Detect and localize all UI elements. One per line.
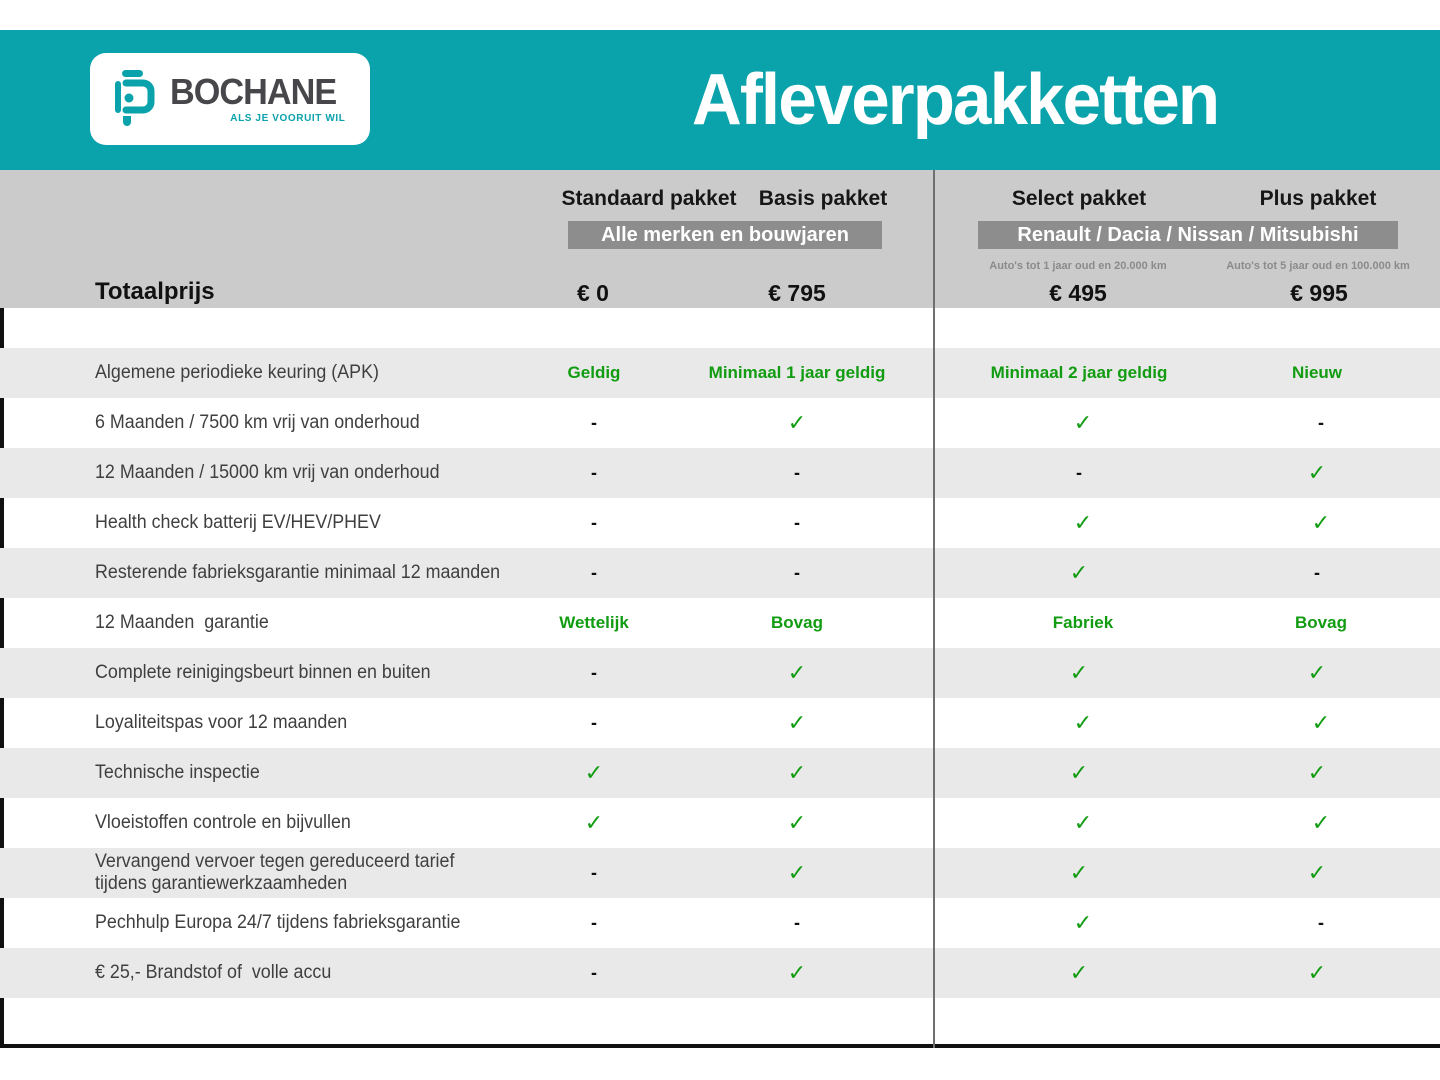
- total-price-standaard: € 0: [577, 280, 609, 306]
- check-icon: ✓: [787, 410, 807, 435]
- check-icon: ✓: [787, 760, 807, 785]
- check-icon: ✓: [1073, 710, 1093, 735]
- table-row: [0, 498, 1440, 548]
- check-icon: ✓: [1311, 710, 1331, 735]
- dash-icon: -: [591, 562, 597, 583]
- package-name-select: Select pakket: [1011, 187, 1147, 210]
- check-icon: ✓: [787, 660, 807, 685]
- row-label: 12 Maanden garantie: [95, 612, 269, 633]
- table-row: [0, 898, 1440, 948]
- cell-text: Fabriek: [1052, 613, 1114, 632]
- table-row: [0, 548, 1440, 598]
- dash-icon: -: [794, 462, 800, 483]
- dash-icon: -: [591, 462, 597, 483]
- divider-line: [933, 170, 935, 1048]
- table-row: [0, 698, 1440, 748]
- check-icon: ✓: [1069, 960, 1089, 985]
- table-row: [0, 648, 1440, 698]
- row-label: Technische inspectie: [95, 762, 260, 783]
- table-row: [0, 798, 1440, 848]
- table-row: [0, 448, 1440, 498]
- check-icon: ✓: [1073, 910, 1093, 935]
- table-row: [0, 748, 1440, 798]
- package-name-standaard: Standaard pakket: [561, 187, 737, 210]
- package-name-basis: Basis pakket: [758, 187, 888, 210]
- row-label: € 25,- Brandstof of volle accu: [95, 962, 332, 983]
- cell-text: Minimaal 1 jaar geldig: [708, 363, 886, 382]
- dash-icon: -: [591, 862, 597, 883]
- dash-icon: -: [1318, 912, 1324, 933]
- row-label: Vloeistoffen controle en bijvullen: [95, 812, 351, 833]
- header-band: [0, 30, 1440, 170]
- check-icon: ✓: [584, 810, 604, 835]
- brand-logo: [90, 53, 370, 145]
- package-name-plus: Plus pakket: [1259, 187, 1377, 210]
- dash-icon: -: [591, 962, 597, 983]
- total-price-basis: € 795: [768, 280, 826, 306]
- check-icon: ✓: [1073, 810, 1093, 835]
- car-icon: [114, 68, 160, 131]
- cell-text: Bovag: [771, 613, 823, 632]
- cell-text: Geldig: [567, 363, 621, 382]
- comparison-table: [0, 348, 1440, 1048]
- pricing-header: [0, 170, 1440, 308]
- dash-icon: -: [591, 912, 597, 933]
- row-label: Algemene periodieke keuring (APK): [95, 362, 379, 383]
- dash-icon: -: [1318, 412, 1324, 433]
- row-label: 6 Maanden / 7500 km vrij van onderhoud: [95, 412, 420, 433]
- row-label: Pechhulp Europa 24/7 tijdens fabrieksgarantie: [95, 912, 461, 933]
- dash-icon: -: [794, 562, 800, 583]
- check-icon: ✓: [1069, 760, 1089, 785]
- table-row: [0, 848, 1440, 898]
- row-label: Vervangend vervoer tegen gereduceerd tarief tijdens garantiewerkzaamheden: [95, 851, 455, 894]
- group-banner-all-brands: Alle merken en bouwjaren: [568, 221, 882, 249]
- dash-icon: -: [1076, 462, 1082, 483]
- check-icon: ✓: [1307, 760, 1327, 785]
- cell-text: Minimaal 2 jaar geldig: [990, 363, 1168, 382]
- row-label: Resterende fabrieksgarantie minimaal 12 maanden: [95, 562, 501, 583]
- table-row-empty: [0, 998, 1440, 1044]
- total-price-label: Totaalprijs: [95, 278, 215, 305]
- page-title: Afleverpakketten: [691, 60, 1219, 140]
- group-banner-renault-group: Renault / Dacia / Nissan / Mitsubishi: [978, 221, 1398, 249]
- check-icon: ✓: [787, 710, 807, 735]
- check-icon: ✓: [1307, 860, 1327, 885]
- total-price-plus: € 995: [1290, 280, 1348, 306]
- check-icon: ✓: [1073, 510, 1093, 535]
- cell-text: Nieuw: [1291, 363, 1343, 382]
- dash-icon: -: [794, 912, 800, 933]
- row-label: Loyaliteitspas voor 12 maanden: [95, 712, 348, 733]
- check-icon: ✓: [1307, 460, 1327, 485]
- brand-name: BOCHANE: [170, 71, 337, 112]
- dash-icon: -: [591, 712, 597, 733]
- check-icon: ✓: [787, 810, 807, 835]
- header-gap-row: [0, 308, 1440, 348]
- check-icon: ✓: [584, 760, 604, 785]
- table-row: [0, 348, 1440, 398]
- table-row: [0, 398, 1440, 448]
- check-icon: ✓: [1311, 810, 1331, 835]
- check-icon: ✓: [1069, 660, 1089, 685]
- check-icon: ✓: [1311, 510, 1331, 535]
- brand-tagline: ALS JE VOORUIT WIL: [230, 113, 346, 124]
- check-icon: ✓: [1073, 410, 1093, 435]
- row-label: 12 Maanden / 15000 km vrij van onderhoud: [95, 462, 440, 483]
- check-icon: ✓: [1069, 560, 1089, 585]
- brand-text: [170, 71, 346, 124]
- table-row: [0, 948, 1440, 998]
- dash-icon: -: [591, 512, 597, 533]
- check-icon: ✓: [1307, 960, 1327, 985]
- dash-icon: -: [1314, 562, 1320, 583]
- dash-icon: -: [794, 512, 800, 533]
- package-note-plus: Auto's tot 5 jaar oud en 100.000 km: [1226, 260, 1410, 272]
- dash-icon: -: [591, 662, 597, 683]
- row-label: Complete reinigingsbeurt binnen en buiten: [95, 662, 431, 683]
- row-label: Health check batterij EV/HEV/PHEV: [95, 512, 381, 533]
- check-icon: ✓: [1307, 660, 1327, 685]
- dash-icon: -: [591, 412, 597, 433]
- cell-text: Bovag: [1295, 613, 1347, 632]
- package-note-select: Auto's tot 1 jaar oud en 20.000 km: [989, 260, 1167, 272]
- total-price-select: € 495: [1049, 280, 1107, 306]
- cell-text: Wettelijk: [559, 613, 629, 632]
- check-icon: ✓: [787, 960, 807, 985]
- check-icon: ✓: [787, 860, 807, 885]
- table-row: [0, 598, 1440, 648]
- check-icon: ✓: [1069, 860, 1089, 885]
